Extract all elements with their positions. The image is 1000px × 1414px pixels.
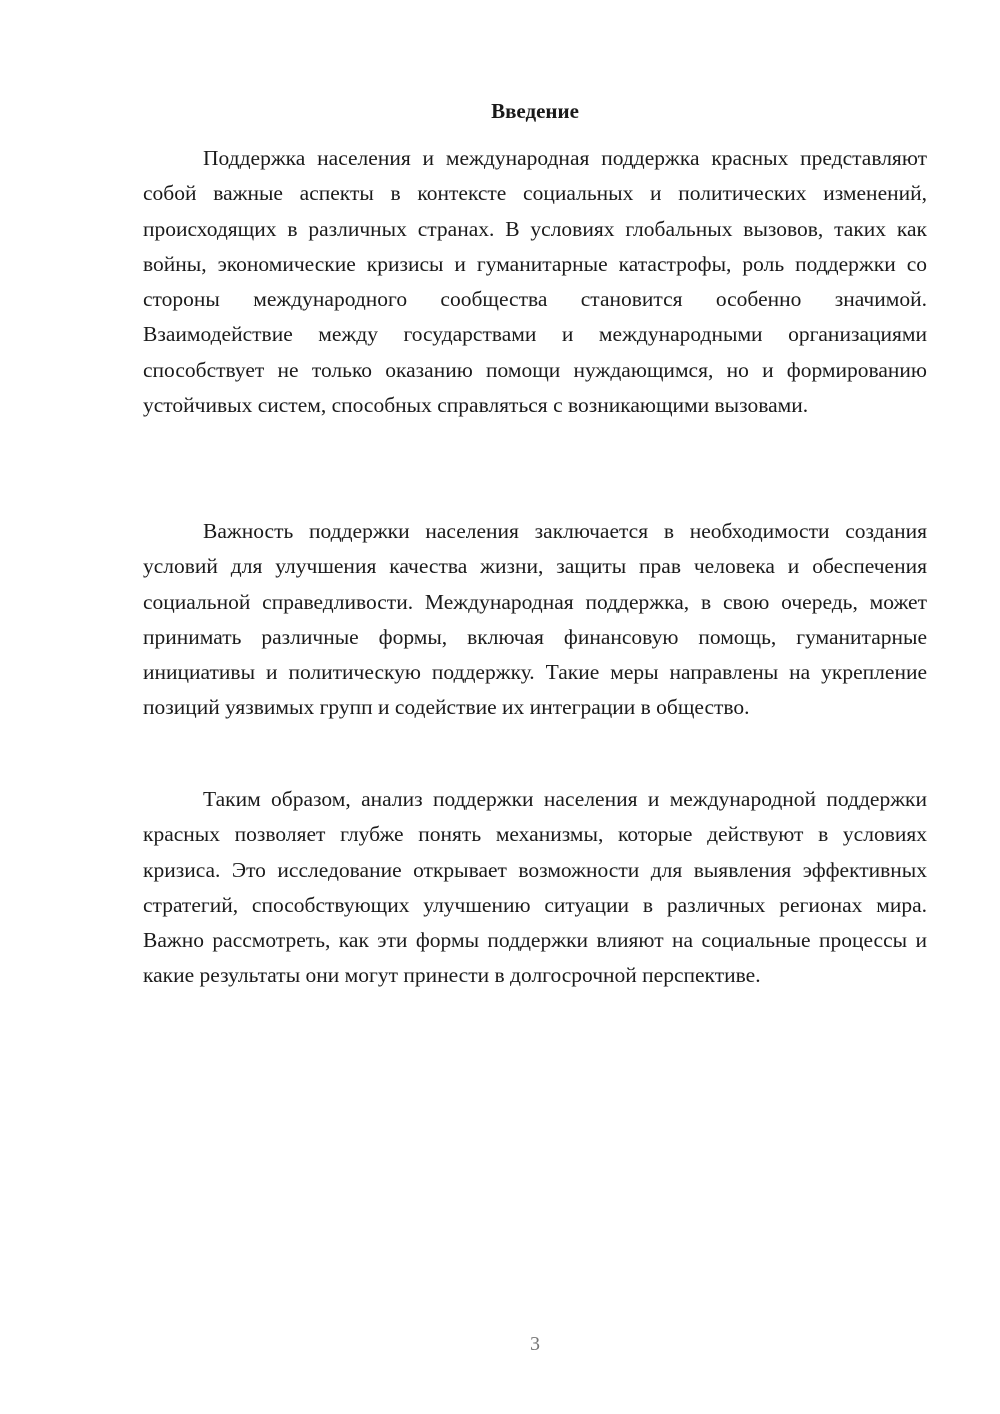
section-title: Введение xyxy=(491,99,579,123)
paragraph-3: Таким образом, анализ поддержки населения и международной поддержки красных позволяет глубже понять механизмы, которые действуют в условиях кризиса. Это исследование открывает возможности для выявления эффективных стратегий, способствующих улучшению ситуации в различных регионах мира. Важно рассмотреть, как эти формы поддержки влияют на социальные процессы и какие результаты они могут принести в долгосрочной перспективе. xyxy=(143,787,927,988)
page-number: 3 xyxy=(530,1333,540,1355)
paragraph-2: Важность поддержки населения заключается в необходимости создания условий для улучшения качества жизни, защиты прав человека и обеспечения социальной справедливости. Международная поддержка, в свою очередь, может принимать различные формы, включая финансовую помощь, гуманитарные инициативы и политическую поддержку. Такие меры направлены на укрепление позиций уязвимых групп и содействие их интеграции в общество. xyxy=(143,519,927,720)
paragraph-1: Поддержка населения и международная поддержка красных представляют собой важные аспекты в контексте социальных и политических изменений, происходящих в различных странах. В условиях глобальных вызовов, таких как войны, экономические кризисы и гуманитарные катастрофы, роль поддержки со стороны международного сообщества становится особенно значимой. Взаимодействие между государствами и международными организациями способствует не только оказанию помощи нуждающимся, но и формированию устойчивых систем, способных справляться с возникающими вызовами. xyxy=(143,146,927,418)
